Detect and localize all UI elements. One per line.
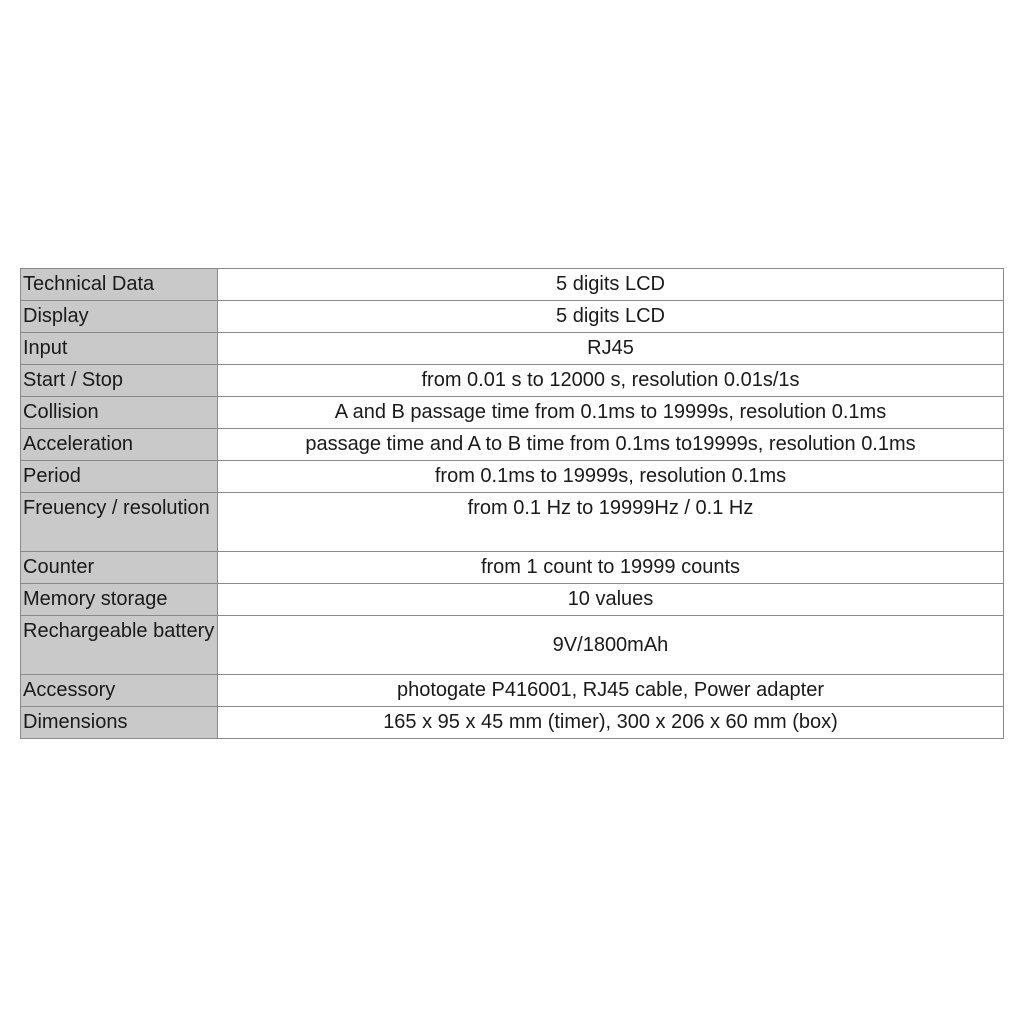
table-row xyxy=(21,493,1004,552)
row-label: Technical Data xyxy=(21,269,218,301)
row-value: from 0.01 s to 12000 s, resolution 0.01s/1s xyxy=(218,365,1004,397)
row-value: photogate P416001, RJ45 cable, Power adapter xyxy=(218,675,1004,707)
row-label: Collision xyxy=(21,397,218,429)
row-value: 10 values xyxy=(218,584,1004,616)
table-row xyxy=(21,301,1004,333)
table-row xyxy=(21,269,1004,301)
row-value: A and B passage time from 0.1ms to 19999s, resolution 0.1ms xyxy=(218,397,1004,429)
row-label: Display xyxy=(21,301,218,333)
row-label: Start / Stop xyxy=(21,365,218,397)
table-row xyxy=(21,429,1004,461)
table-row xyxy=(21,707,1004,739)
row-value: 5 digits LCD xyxy=(218,301,1004,333)
row-label: Counter xyxy=(21,552,218,584)
row-label: Input xyxy=(21,333,218,365)
table-row xyxy=(21,616,1004,675)
row-label: Dimensions xyxy=(21,707,218,739)
row-label: Memory storage xyxy=(21,584,218,616)
row-value: 9V/1800mAh xyxy=(218,616,1004,675)
row-label: Rechargeable battery xyxy=(21,616,218,675)
row-value: 5 digits LCD xyxy=(218,269,1004,301)
table-row xyxy=(21,584,1004,616)
technical-data-table xyxy=(20,268,1004,739)
row-label: Freuency / resolution xyxy=(21,493,218,552)
row-value: from 0.1ms to 19999s, resolution 0.1ms xyxy=(218,461,1004,493)
table-row xyxy=(21,461,1004,493)
row-value: from 0.1 Hz to 19999Hz / 0.1 Hz xyxy=(218,493,1004,552)
row-value: RJ45 xyxy=(218,333,1004,365)
table-row xyxy=(21,397,1004,429)
row-value: passage time and A to B time from 0.1ms to19999s, resolution 0.1ms xyxy=(218,429,1004,461)
row-label: Period xyxy=(21,461,218,493)
table-row xyxy=(21,333,1004,365)
table-row xyxy=(21,552,1004,584)
table-row xyxy=(21,365,1004,397)
table-row xyxy=(21,675,1004,707)
row-value: from 1 count to 19999 counts xyxy=(218,552,1004,584)
row-label: Accessory xyxy=(21,675,218,707)
row-value: 165 x 95 x 45 mm (timer), 300 x 206 x 60 mm (box) xyxy=(218,707,1004,739)
row-label: Acceleration xyxy=(21,429,218,461)
